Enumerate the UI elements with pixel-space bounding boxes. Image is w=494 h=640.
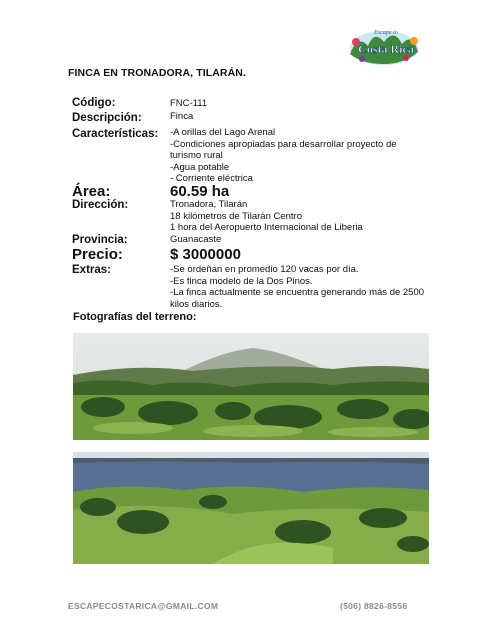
provincia-value: Guanacaste [170,234,222,245]
footer-phone: (506) 8826-8556 [340,601,408,611]
descripcion-value: Finca [170,111,194,122]
direccion-line: 18 kilómetros de Tilarán Centro [170,210,303,222]
terrain-photo-1 [73,333,429,440]
caracteristicas-line: -Condiciones apropiadas para desarrollar proyecto de [170,138,397,150]
document-title: FINCA EN TRONADORA, TILARÁN. [68,67,246,79]
direccion-line: Tronadora, Tilarán [170,199,248,210]
logo-wordmark: Costa Rica [358,42,414,56]
caracteristicas-value [170,127,397,185]
codigo-value: FNC-111 [170,98,208,109]
company-logo [344,24,424,68]
extras-line: kilos diarios. [170,298,223,310]
direccion-value [170,199,363,234]
terrain-photo-2 [73,452,429,564]
area-value: 60.59 ha [170,183,230,200]
direccion-label: Dirección: [72,199,129,211]
descripcion-label: Descripción: [72,112,142,124]
logo-tagline: Escape to [374,30,398,36]
codigo-label: Código: [72,97,116,109]
extras-line: -La finca actualmente se encuentra generando más de 2500 [170,287,425,299]
extras-line: -Se ordeñan en promedio 120 vacas por día. [170,264,359,275]
extras-value [170,264,424,310]
caracteristicas-line: turismo rural [170,150,223,162]
caracteristicas-label: Características: [72,128,159,140]
precio-label: Precio: [72,246,123,263]
direccion-line: 1 hora del Aeropuerto Internacional de Liberia [170,222,363,234]
caracteristicas-line: -A orillas del Lago Arenal [170,127,276,138]
area-label: Área: [72,183,111,200]
footer-email[interactable]: ESCAPECOSTARICA@GMAIL.COM [68,601,219,611]
precio-value: $ 3000000 [170,246,241,263]
caracteristicas-line: -Agua potable [170,161,230,173]
extras-line: -Es finca modelo de la Dos Pinos. [170,275,313,287]
photos-title: Fotografías del terreno: [73,311,197,323]
provincia-label: Provincia: [72,234,128,246]
extras-label: Extras: [72,264,111,276]
caracteristicas-line: - Corriente eléctrica [170,173,253,185]
